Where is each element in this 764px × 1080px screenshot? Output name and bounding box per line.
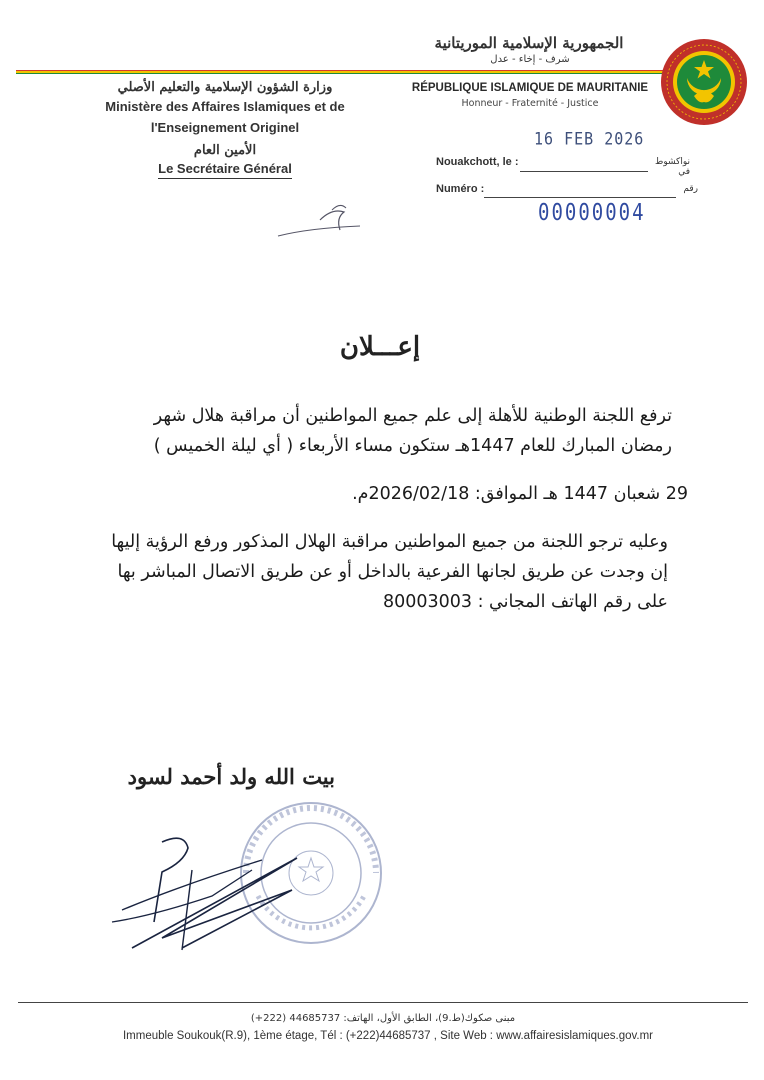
place-date-label-arabic: نواكشوط في — [655, 157, 690, 177]
ministry-name-french-line2: l'Enseignement Originel — [150, 120, 300, 135]
ministry-name-arabic: وزارة الشؤون الإسلامية والتعليم الأصلي — [117, 80, 333, 95]
motto-french: Honneur - Fraternité - Justice — [461, 98, 599, 109]
flag-color-stripe — [16, 70, 664, 74]
motto-arabic: شرف - إخاء - عدل — [490, 54, 570, 65]
secretary-general-french: Le Secrétaire Général — [158, 161, 292, 179]
reference-number-stamp: 00000004 — [538, 199, 646, 227]
paragraph-1-line-2: رمضان المبارك للعام 1447هـ ستكون مساء الأربعاء ( أي ليلة الخميس ) — [153, 436, 672, 456]
number-line — [484, 196, 676, 198]
number-label-arabic: رقم — [683, 184, 698, 194]
country-name-arabic: الجمهورية الإسلامية الموريتانية — [434, 34, 624, 52]
handwritten-signature-icon — [92, 830, 322, 960]
secretary-general-arabic: الأمين العام — [193, 143, 257, 158]
ministry-header — [60, 80, 390, 179]
paragraph-1-line-1: ترفع اللجنة الوطنية للأهلة إلى علم جميع المواطنين أن مراقبة هلال شهر — [153, 406, 672, 426]
footer-address-arabic: مبنى صكوك(ط.9)، الطابق الأول، الهاتف: 44685737 (222+) — [250, 1013, 516, 1024]
handwritten-mark-icon — [270, 198, 380, 243]
paragraph-2-line-1: وعليه ترجو اللجنة من جميع المواطنين مراقبة الهلال المذكور ورفع الرؤية إليها — [111, 532, 668, 552]
signatory-name: بيت الله ولد أحمد لسود — [127, 764, 335, 789]
country-name-french: RÉPUBLIQUE ISLAMIQUE DE MAURITANIE — [411, 82, 649, 94]
footer-divider — [18, 1002, 748, 1003]
ministry-name-french-line1: Ministère des Affaires Islamiques et de — [105, 99, 345, 114]
document-title: إعـــلان — [339, 332, 421, 362]
national-emblem-icon — [660, 38, 748, 126]
date-stamp: 16 FEB 2026 — [534, 128, 645, 150]
paragraph-2-line-3: على رقم الهاتف المجاني : 80003003 — [382, 592, 668, 612]
place-date-line — [520, 170, 648, 172]
footer-address-french: Immeuble Soukouk(R.9), 1ème étage, Tél : (+222)44685737 , Site Web : www.affairesislamiques.gov.mr — [122, 1030, 653, 1042]
paragraph-2-line-2: إن وجدت عن طريق لجانها الفرعية بالداخل أو عن طريق الاتصال المباشر بها — [117, 562, 668, 582]
paragraph-1-line-3: 29 شعبان 1447 هـ الموافق: 2026/02/18م. — [352, 484, 688, 504]
place-date-label: Nouakchott, le : — [436, 156, 519, 168]
number-label: Numéro : — [436, 183, 485, 195]
